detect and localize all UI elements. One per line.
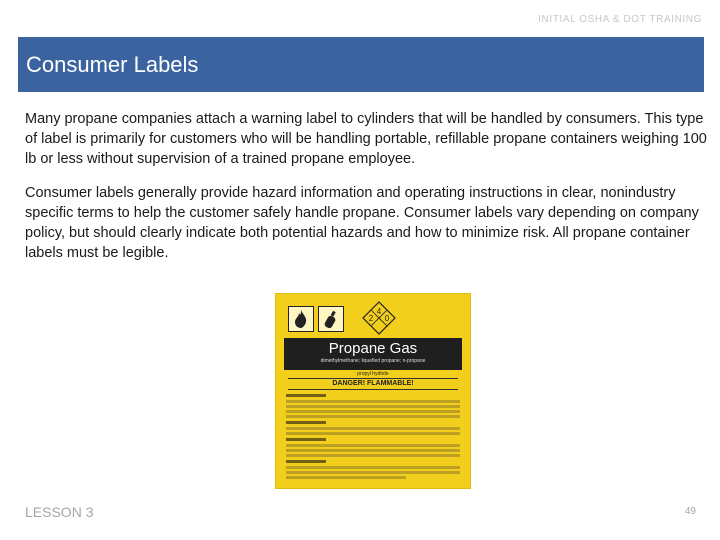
product-name: Propane Gas bbox=[328, 340, 418, 357]
nfpa-right: 0 bbox=[384, 314, 390, 323]
intro-paragraph: Many propane companies attach a warning label to cylinders that will be handled by consumers. This type of label is primarily for customers who will be handling portable, refillable propane containers weighing 100 lb or less without supervision of a trained propane employee. bbox=[25, 111, 707, 167]
fine-print bbox=[286, 432, 460, 435]
course-caption: INITIAL OSHA & DOT TRAINING bbox=[538, 14, 702, 25]
divider bbox=[288, 389, 458, 390]
nfpa-top: 4 bbox=[376, 307, 382, 316]
product-synonyms: dimethylmethane; liquefied propane; n-propane bbox=[320, 358, 426, 364]
gas-cylinder-icon bbox=[318, 306, 344, 332]
fine-print bbox=[286, 449, 460, 452]
flame-icon bbox=[288, 306, 314, 332]
fine-print bbox=[286, 394, 326, 397]
product-synonyms-2: propyl hydride bbox=[357, 371, 389, 377]
fine-print bbox=[286, 438, 326, 441]
fine-print bbox=[286, 427, 460, 430]
slide-title: Consumer Labels bbox=[26, 52, 199, 77]
fine-print bbox=[286, 466, 460, 469]
title-bar bbox=[18, 37, 704, 92]
propane-warning-label-image bbox=[276, 294, 470, 488]
nfpa-diamond-icon bbox=[362, 301, 396, 335]
page-number: 49 bbox=[684, 506, 696, 517]
fine-print bbox=[286, 415, 460, 418]
fine-print bbox=[286, 421, 326, 424]
fine-print bbox=[286, 444, 460, 447]
product-name-box bbox=[284, 338, 462, 370]
signal-words: DANGER! FLAMMABLE! bbox=[332, 380, 414, 387]
fine-print bbox=[286, 405, 460, 408]
fine-print bbox=[286, 454, 460, 457]
fine-print bbox=[286, 471, 460, 474]
divider bbox=[288, 378, 458, 379]
lesson-label: LESSON 3 bbox=[25, 504, 94, 520]
details-paragraph: Consumer labels generally provide hazard information and operating instructions in clear, nonindustry specific terms to help the customer safely handle propane. Consumer labels vary depending on company policy, but should clearly indicate both potential hazards and how to minimize risk. All propane container labels must be legible. bbox=[25, 185, 699, 261]
nfpa-left: 2 bbox=[368, 314, 374, 323]
fine-print bbox=[286, 400, 460, 403]
fine-print bbox=[286, 460, 326, 463]
fine-print bbox=[286, 410, 460, 413]
fine-print bbox=[286, 476, 406, 479]
